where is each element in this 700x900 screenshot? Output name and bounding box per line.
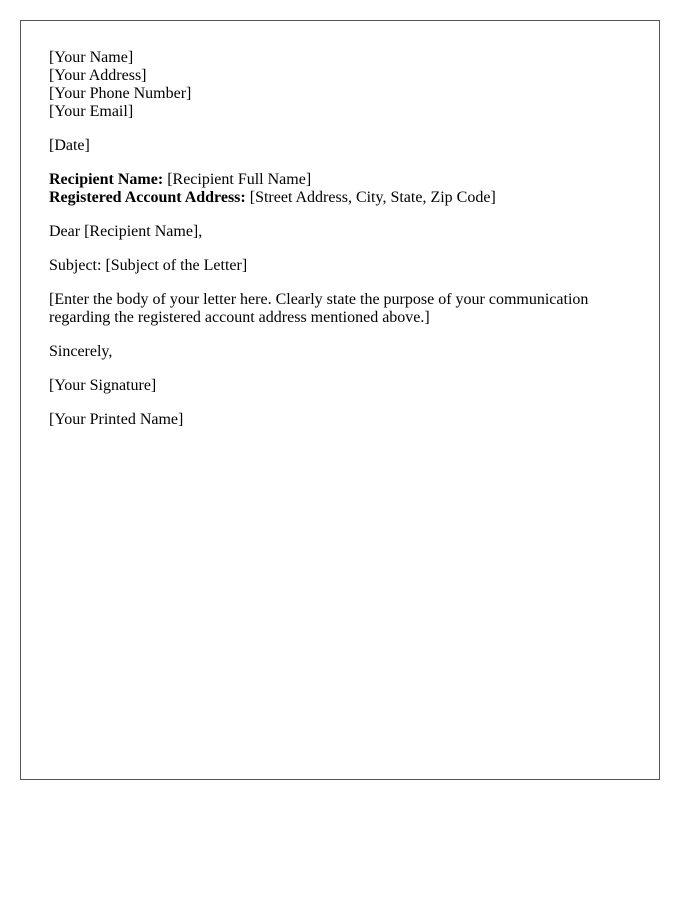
salutation: Dear [Recipient Name],: [49, 223, 203, 240]
recipient-address-value: [Street Address, City, State, Zip Code]: [249, 189, 496, 206]
letter-body: [Enter the body of your letter here. Clearly state the purpose of your communication regarding the registered account address mentioned above.]: [49, 291, 589, 326]
signature: [Your Signature]: [49, 377, 157, 394]
recipient-name-label: Recipient Name:: [49, 171, 164, 188]
sender-block: [49, 49, 631, 121]
closing: Sincerely,: [49, 343, 113, 360]
recipient-name-value: [Recipient Full Name]: [167, 171, 312, 188]
letter-page: [20, 20, 660, 780]
sender-address: [Your Address]: [49, 67, 147, 84]
recipient-address-label: Registered Account Address:: [49, 189, 246, 206]
printed-name: [Your Printed Name]: [49, 411, 184, 428]
date-line: [Date]: [49, 137, 90, 154]
recipient-block: [49, 171, 631, 207]
sender-phone: [Your Phone Number]: [49, 85, 192, 102]
subject-line: Subject: [Subject of the Letter]: [49, 257, 248, 274]
recipient-name-line: [49, 171, 631, 189]
sender-name: [Your Name]: [49, 49, 134, 66]
sender-email: [Your Email]: [49, 103, 134, 120]
recipient-address-line: [49, 189, 631, 207]
